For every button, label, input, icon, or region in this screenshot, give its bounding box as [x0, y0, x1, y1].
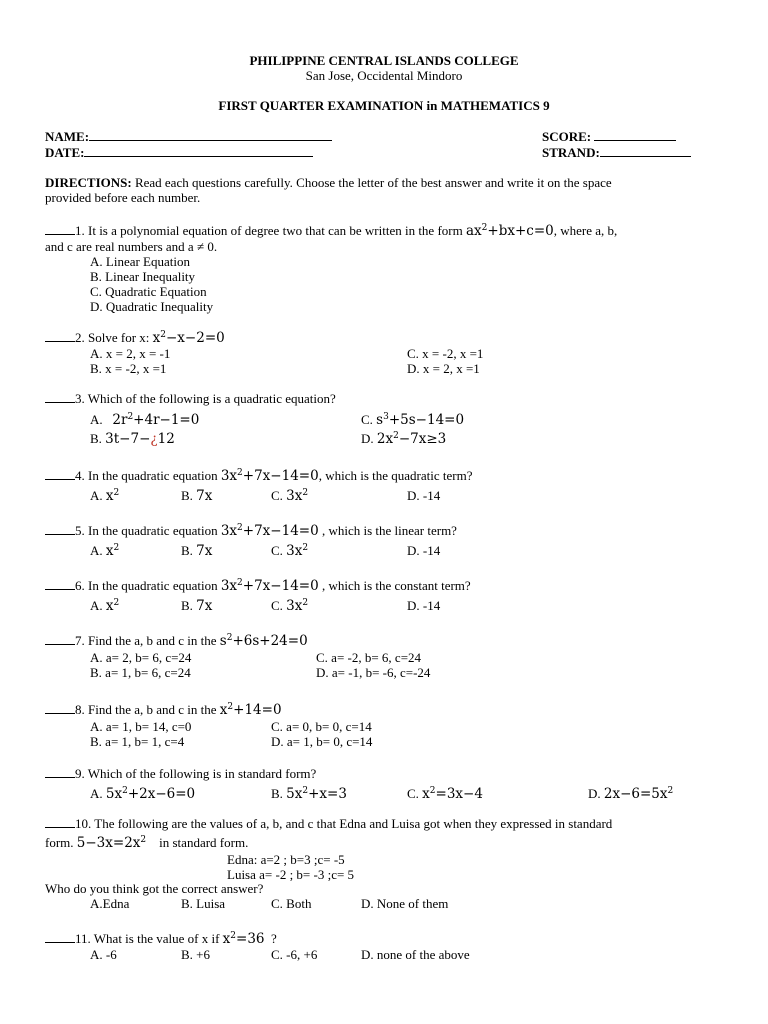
question-5: 5. In the quadratic equation $3x^2+7x-14=0$ , which is the linear term? — [45, 523, 457, 539]
question-10-line2: form. $5-3x=2x^2$ in standard form. — [45, 835, 249, 851]
question-6: 6. In the quadratic equation $3x^2+7x-14=0$ , which is the constant term? — [45, 578, 471, 594]
question-3: 3. Which of the following is a quadratic equation? — [45, 391, 336, 406]
choice-10a: A.Edna — [90, 896, 130, 911]
choice-7d: D. a= -1, b= -6, c=-24 — [316, 665, 431, 680]
date-field[interactable] — [45, 145, 313, 160]
choice-8d: D. a= 1, b= 0, c=14 — [271, 734, 373, 749]
choice-9d: D. $2x-6=5x^2$ — [588, 786, 674, 802]
directions-line2: provided before each number. — [45, 190, 201, 205]
choice-8b: B. a= 1, b= 1, c=4 — [90, 734, 185, 749]
choice-4c: C. $3x^2$ — [271, 488, 309, 504]
question-9: 9. Which of the following is in standard form? — [45, 766, 316, 781]
choice-11b: B. +6 — [181, 947, 211, 962]
question-11: 11. What is the value of x if $x^2=36$ ? — [45, 931, 277, 947]
choice-6c: C. $3x^2$ — [271, 598, 309, 614]
choice-1c: C. Quadratic Equation — [90, 284, 207, 299]
score-blank[interactable] — [594, 129, 676, 141]
question-1: 1. It is a polynomial equation of degree two that can be written in the form $ax^2+bx+c=0$, where a, b, — [45, 223, 617, 239]
equation: $x^2-x-2=0$ — [152, 330, 225, 346]
answer-blank-1[interactable] — [45, 223, 75, 235]
school-name: PHILIPPINE CENTRAL ISLANDS COLLEGE — [249, 53, 519, 68]
choice-5c: C. $3x^2$ — [271, 543, 309, 559]
choice-1b: B. Linear Inequality — [90, 269, 196, 284]
choice-2d: D. x = 2, x =1 — [407, 361, 480, 376]
choice-3a: A. $2r^2+4r-1=0$ — [90, 412, 200, 428]
answer-blank-8[interactable] — [45, 702, 75, 714]
choice-6d: D. -14 — [407, 598, 441, 613]
equation-general-form: $ax^2+bx+c=0$ — [465, 223, 554, 239]
choice-9b: B. $5x^2+x=3$ — [271, 786, 347, 802]
question-7: 7. Find the a, b and c in the $s^2+6s+24=0$ — [45, 633, 308, 649]
choice-9a: A. $5x^2+2x-6=0$ — [90, 786, 196, 802]
choice-10d: D. None of them — [361, 896, 449, 911]
question-4: 4. In the quadratic equation $3x^2+7x-14=0$, which is the quadratic term? — [45, 468, 472, 484]
choice-11d: D. none of the above — [361, 947, 470, 962]
strand-label: STRAND: — [542, 145, 600, 160]
directions — [45, 175, 612, 190]
strand-blank[interactable] — [600, 145, 691, 157]
exam-title: FIRST QUARTER EXAMINATION in MATHEMATICS 9 — [218, 98, 550, 113]
choice-8a: A. a= 1, b= 14, c=0 — [90, 719, 192, 734]
choice-3b: B. 3t−7−¿12 — [90, 431, 175, 447]
directions-text: Read each questions carefully. Choose the letter of the best answer and write it on the space — [134, 175, 612, 190]
choice-7a: A. a= 2, b= 6, c=24 — [90, 650, 192, 665]
answer-blank-9[interactable] — [45, 766, 75, 778]
date-blank[interactable] — [84, 145, 313, 157]
choice-2c: C. x = -2, x =1 — [407, 346, 484, 361]
luisa-values: Luisa a= -2 ; b= -3 ;c= 5 — [227, 867, 355, 882]
answer-blank-2[interactable] — [45, 330, 75, 342]
question-10-prompt: Who do you think got the correct answer? — [45, 881, 264, 896]
school-location: San Jose, Occidental Mindoro — [305, 68, 463, 83]
choice-3d: D. $2x^2-7x\ge 3$ — [361, 431, 447, 447]
name-blank[interactable] — [89, 129, 332, 141]
name-field[interactable] — [45, 129, 332, 144]
answer-blank-11[interactable] — [45, 931, 75, 943]
choice-5d: D. -14 — [407, 543, 441, 558]
choice-5b: B. 7x — [181, 543, 213, 559]
choice-10c: C. Both — [271, 896, 312, 911]
name-label: NAME: — [45, 129, 90, 144]
choice-7b: B. a= 1, b= 6, c=24 — [90, 665, 191, 680]
answer-blank-4[interactable] — [45, 468, 75, 480]
question-2: 2. Solve for x: $x^2-x-2=0$ — [45, 330, 225, 346]
score-label: SCORE: — [542, 129, 592, 144]
choice-6b: B. 7x — [181, 598, 213, 614]
choice-3c: C. $s^3+5s-14=0$ — [361, 412, 465, 428]
directions-label: DIRECTIONS: — [45, 175, 132, 190]
choice-2b: B. x = -2, x =1 — [90, 361, 167, 376]
question-1-line2: and c are real numbers and a ≠ 0. — [45, 239, 218, 254]
answer-blank-5[interactable] — [45, 523, 75, 535]
score-field[interactable] — [542, 129, 676, 144]
choice-1d: D. Quadratic Inequality — [90, 299, 214, 314]
choice-4b: B. 7x — [181, 488, 213, 504]
answer-blank-7[interactable] — [45, 633, 75, 645]
choice-1a: A. Linear Equation — [90, 254, 190, 269]
choice-4d: D. -14 — [407, 488, 441, 503]
question-10: 10. The following are the values of a, b, and c that Edna and Luisa got when they expressed in standard — [45, 816, 612, 831]
choice-8c: C. a= 0, b= 0, c=14 — [271, 719, 372, 734]
choice-6a: A. $x^2$ — [90, 598, 120, 614]
choice-5a: A. $x^2$ — [90, 543, 120, 559]
choice-11a: A. -6 — [90, 947, 117, 962]
question-8: 8. Find the a, b and c in the $x^2+14=0$ — [45, 702, 282, 718]
answer-blank-3[interactable] — [45, 391, 75, 403]
edna-values: Edna: a=2 ; b=3 ;c= -5 — [227, 852, 345, 867]
strand-field[interactable] — [542, 145, 691, 160]
answer-blank-10[interactable] — [45, 816, 75, 828]
choice-10b: B. Luisa — [181, 896, 226, 911]
choice-2a: A. x = 2, x = -1 — [90, 346, 171, 361]
date-label: DATE: — [45, 145, 85, 160]
choice-4a: A. $x^2$ — [90, 488, 120, 504]
choice-9c: C. $x^2=3x-4$ — [407, 786, 483, 802]
answer-blank-6[interactable] — [45, 578, 75, 590]
choice-11c: C. -6, +6 — [271, 947, 318, 962]
choice-7c: C. a= -2, b= 6, c=24 — [316, 650, 422, 665]
